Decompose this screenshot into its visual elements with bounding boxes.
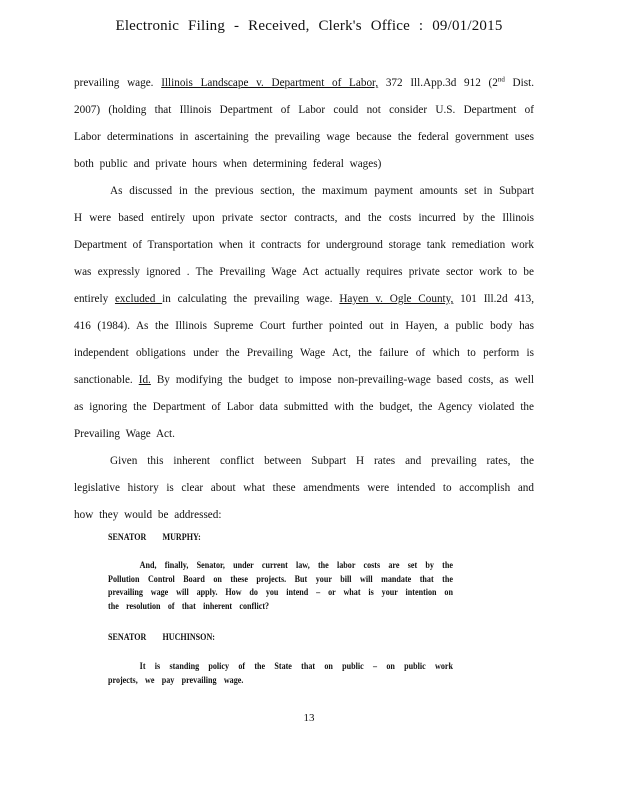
paragraph-1: [74, 70, 534, 178]
paragraph-1-text-1: prevailing wage.: [74, 77, 162, 89]
case-citation-hayen: Hayen v. Ogle County,: [339, 293, 454, 305]
speaker-label: SENATOR MURPHY:: [108, 532, 201, 542]
paragraph-2: [74, 178, 534, 448]
body-text: [74, 70, 534, 529]
quote-text: And, finally, Senator, under current law, the labor costs are set by the Pollution Control Board on these projects. But your bill will mandate that the prevailing wage will apply. How do you intend – or what is your intention on the resolution of that inherent conflict?: [108, 560, 453, 611]
paragraph-1-text-3: Dist. 2007) (holding that Illinois Department of Labor could not consider U.S. Department of Labor determinations in ascertaining the prevailing wage because the federal government uses both public and private hours when determining federal wages): [74, 77, 534, 170]
quote-speaker-1: [108, 531, 453, 543]
filing-header: Electronic Filing - Received, Clerk's Office : 09/01/2015: [115, 18, 503, 34]
quote-text: It is standing policy of the State that on public – on public work projects, we pay prevailing wage.: [108, 661, 453, 685]
paragraph-2-text-3: 101 Ill.2d 413, 416 (1984). As the Illinois Supreme Court further pointed out in Hayen, a public body has independent obligations under the Prevailing Wage Act, the failure of which to perform is sanctionable.: [74, 293, 534, 386]
speaker-label: SENATOR HUCHINSON:: [108, 632, 216, 642]
id-citation: Id.: [138, 374, 151, 386]
quote-block-1: [108, 559, 453, 613]
paragraph-2-text-1: As discussed in the previous section, the maximum payment amounts set in Subpart H were based entirely upon private sector contracts, and the costs incurred by the Illinois Department of Transportation when it contracts for underground storage tank remediation work was expressly ignored . The Prevailing Wage Act actually requires private sector work to be entirely: [74, 185, 534, 305]
ordinal-superscript: nd: [497, 75, 505, 84]
quote-speaker-2: [108, 631, 453, 643]
case-citation-illinois-landscape: Illinois Landscape v. Department of Labor,: [161, 77, 379, 89]
paragraph-2-text-2: in calculating the prevailing wage.: [162, 293, 340, 305]
paragraph-3: Given this inherent conflict between Subpart H rates and prevailing rates, the legislative history is clear about what these amendments were intended to accomplish and how they would be addressed:: [74, 455, 534, 521]
paragraph-1-text-2: 372 Ill.App.3d 912 (2: [378, 77, 498, 89]
page-number: 13: [303, 712, 315, 724]
quote-block-2: [108, 660, 453, 687]
underlined-excluded: excluded: [114, 293, 163, 305]
paragraph-2-text-4: By modifying the budget to impose non-prevailing-wage based costs, as well as ignoring the Department of Labor data submitted with the budget, the Agency violated the Prevailing Wage Act.: [74, 374, 534, 440]
